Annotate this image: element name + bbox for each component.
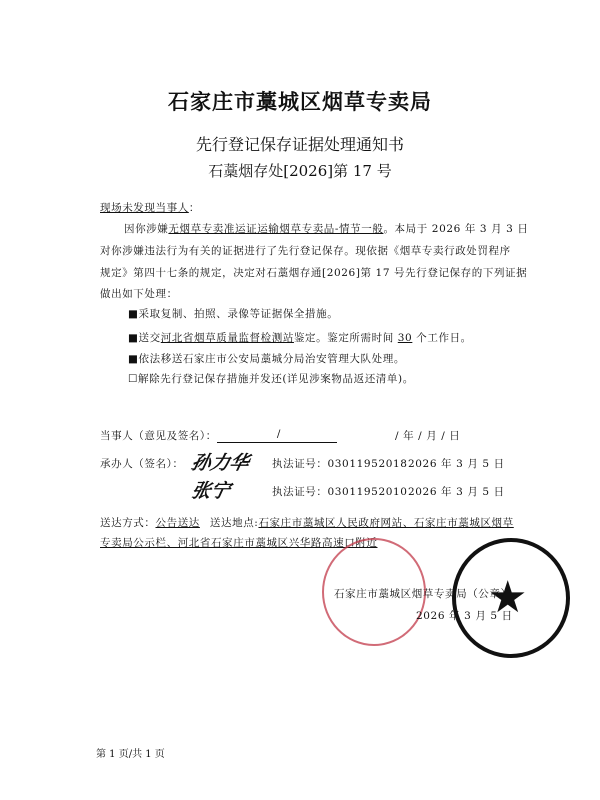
handler-cert-1 (272, 456, 408, 471)
delivery-place-1: 石家庄市藁城区人民政府网站、石家庄市藁城区烟草 (258, 517, 514, 529)
option-text: 采取复制、拍照、录像等证据保全措施。 (138, 308, 339, 320)
handler-cert-2 (272, 484, 408, 499)
checkbox-checked[interactable]: ■ (128, 353, 139, 365)
document-number: 石藁烟存处[2026]第 17 号 (208, 162, 392, 180)
party-signature-row (100, 428, 337, 443)
document-title: 先行登记保存证据处理通知书 (195, 135, 404, 154)
option-suffix: 个工作日。 (412, 332, 472, 344)
option-text: 依法移送石家庄市公安局藁城分局治安管理大队处理。 (138, 353, 405, 365)
paragraph-line-1 (124, 221, 528, 236)
issuer-date: 2026 年 3 月 5 日 (416, 610, 513, 622)
option-transfer (128, 351, 405, 366)
p1-suffix: 。本局于 2026 年 3 月 3 日 (383, 223, 529, 235)
agency-title: 石家庄市藁城区烟草专卖局 (168, 89, 432, 114)
option-inspection (128, 330, 472, 345)
star-icon: ★ (488, 572, 528, 623)
checkbox-checked[interactable]: ■ (128, 332, 139, 344)
handler-signature-1: 孙力华 (189, 452, 252, 474)
party-date: / 年 / 月 / 日 (395, 430, 461, 442)
delivery-place-2 (100, 535, 378, 550)
issuer-name: 石家庄市藁城区烟草专卖局（公章） (334, 588, 512, 600)
violation-text: 无烟草专卖准运证运输烟草专卖品-情节一般 (168, 223, 384, 235)
cert-number: 03011952010 (327, 486, 408, 498)
paragraph-line-2: 对你涉嫌违法行为有关的证据进行了先行登记保存。现依据《烟草专卖行政处罚程序 (100, 245, 511, 257)
delivery-row (100, 515, 514, 530)
inspection-days: 30 (397, 332, 413, 344)
option-text: 解除先行登记保存措施并发还(详见涉案物品返还清单)。 (138, 373, 414, 385)
party-signature-line (217, 428, 337, 443)
delivery-place-2-text: 专卖局公示栏、河北省石家庄市藁城区兴华路高速口附近 (100, 537, 378, 549)
handler-date-1: 2026 年 3 月 5 日 (408, 458, 505, 470)
cert-number: 03011952018 (327, 458, 408, 470)
checkbox-checked[interactable]: ■ (128, 308, 139, 320)
checkbox-unchecked[interactable]: ☐ (128, 373, 139, 385)
handler-signature-2: 张宁 (189, 480, 233, 502)
paragraph-line-4: 做出如下处理： (100, 288, 178, 300)
handler-label: 承办人（签名）： (100, 458, 184, 470)
inspection-org: 河北省烟草质量监督检测站 (160, 332, 294, 344)
handler-date-2: 2026 年 3 月 5 日 (408, 486, 505, 498)
option-middle: 鉴定。鉴定所需时间 (293, 332, 398, 344)
addressee-name: 现场未发现当事人 (100, 202, 189, 214)
party-label: 当事人（意见及签名）： (100, 430, 217, 442)
delivery-method: 公告送达 (155, 517, 200, 529)
option-prefix: 送交 (138, 332, 161, 344)
cert-label: 执法证号： (272, 458, 328, 470)
cert-label: 执法证号： (272, 486, 328, 498)
delivery-method-label: 送达方式： (100, 517, 156, 529)
option-preserve (128, 306, 338, 321)
paragraph-line-3: 规定》第四十七条的规定，决定对石藁烟存通[2026]第 17 号先行登记保存的下列证据 (100, 267, 528, 279)
party-value: / (276, 428, 281, 440)
addressee (100, 200, 200, 215)
p1-prefix: 因你涉嫌 (124, 223, 169, 235)
colon: ： (188, 202, 200, 214)
page-footer: 第 1 页/共 1 页 (96, 749, 165, 760)
delivery-place-label: 送达地点: (209, 517, 259, 529)
option-release (128, 371, 414, 386)
